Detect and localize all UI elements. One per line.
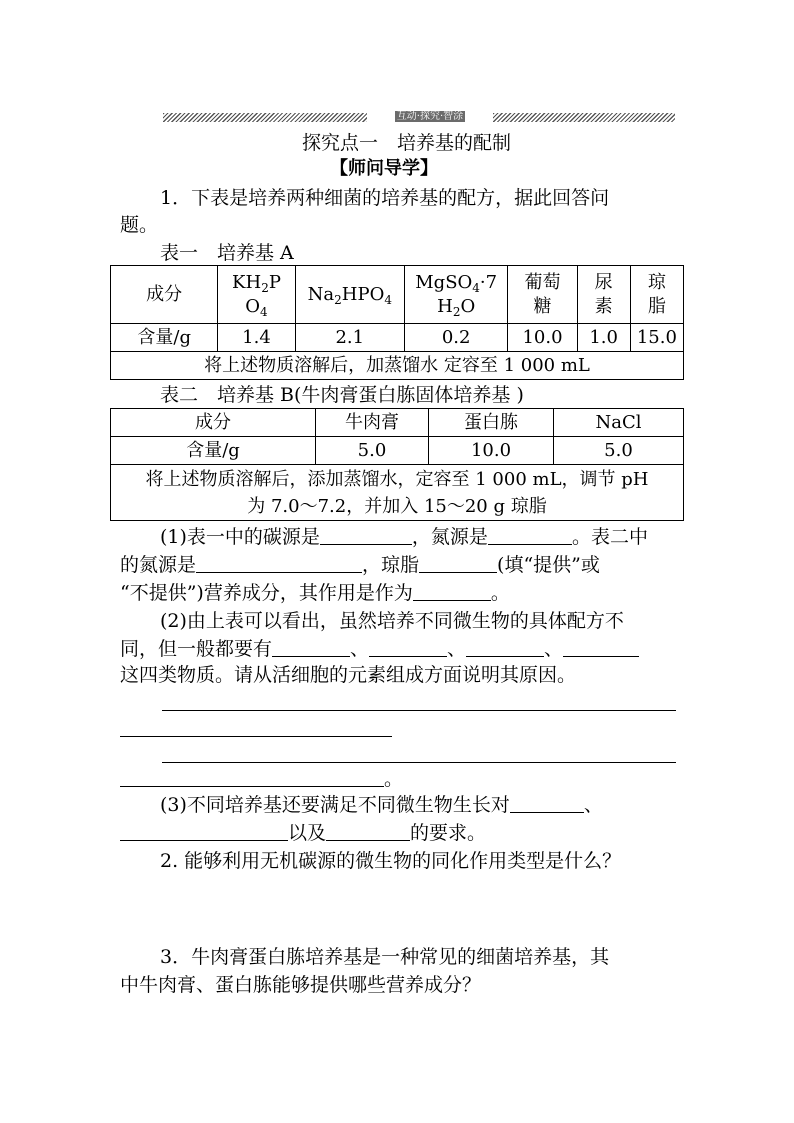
table1-note: 将上述物质溶解后，加蒸馏水 定容至 1 000 mL	[111, 352, 684, 380]
answer-blank[interactable]	[320, 526, 412, 545]
table1-header-na2hpo4: $Na_2HPO_4$	[295, 266, 404, 324]
table2	[110, 408, 684, 521]
q1-p2-line2: 同，但一般都要有 、 、 、	[120, 636, 639, 662]
answer-blank[interactable]	[466, 638, 544, 657]
q1-p2-line1: (2)由上表可以看出，虽然培养不同微生物的具体配方不	[160, 610, 624, 632]
table1-header-agar: 琼 脂	[630, 266, 683, 324]
table1-header-label: 成分	[111, 266, 218, 324]
answer-blank[interactable]	[272, 638, 350, 657]
q1-p2-line3: 这四类物质。请从活细胞的元素组成方面说明其原因。	[120, 664, 577, 686]
answer-line[interactable]	[162, 710, 676, 711]
answer-blank[interactable]	[120, 822, 288, 841]
table1-cell: 2.1	[295, 324, 404, 352]
answer-blank[interactable]	[196, 554, 362, 573]
q1-p3-line2: 以及 的要求。	[120, 820, 486, 846]
answer-blank[interactable]	[413, 582, 491, 601]
answer-blank[interactable]	[563, 638, 639, 657]
table1-cell: 1.4	[218, 324, 295, 352]
section-banner	[163, 110, 675, 124]
answer-line[interactable]	[120, 786, 384, 787]
table1-title: 表一 培养基 A	[160, 242, 294, 264]
q1-line1: 1．下表是培养两种细菌的培养基的配方，据此回答问	[160, 187, 610, 209]
subheading: 【师问导学】	[330, 158, 438, 179]
table2-title: 表二 培养基 B(牛肉膏蛋白胨固体培养基 )	[160, 384, 524, 406]
table2-header: 蛋白胨	[429, 409, 554, 437]
table2-cell: 5.0	[554, 437, 684, 465]
answer-blank[interactable]	[419, 554, 497, 573]
answer-blank[interactable]	[510, 794, 584, 813]
table1-header-glucose: 葡萄 糖	[508, 266, 577, 324]
table1	[110, 265, 684, 380]
table1-cell: 0.2	[405, 324, 508, 352]
section-title: 探究点一 培养基的配制	[302, 132, 512, 154]
answer-line[interactable]	[162, 762, 676, 763]
q1-p1-line1: (1)表一中的碳源是 ，氮源是 。表二中	[160, 526, 648, 548]
table2-cell: 10.0	[429, 437, 554, 465]
banner-hatch-right	[493, 113, 675, 122]
answer-blank[interactable]	[326, 822, 410, 841]
table1-row-label: 含量/g	[111, 324, 218, 352]
q2-text: 2. 能够利用无机碳源的微生物的同化作用类型是什么？	[160, 850, 622, 872]
q1-p3-line1: (3)不同培养基还要满足不同微生物生长对 、	[160, 794, 603, 816]
banner-hatch-left	[163, 113, 367, 122]
q3-line2: 中牛肉膏、蛋白胨能够提供哪些营养成分？	[120, 974, 482, 996]
answer-blank[interactable]	[369, 638, 447, 657]
answer-period: 。	[384, 768, 404, 790]
table2-header: NaCl	[554, 409, 684, 437]
q1-p1-line3: “不提供”)营养成分，其作用是作为 。	[120, 582, 510, 604]
q1-line2: 题。	[120, 214, 159, 236]
q1-p1-line2: 的氮源是 ，琼脂 (填“提供”或	[120, 554, 600, 576]
table2-header: 牛肉膏	[316, 409, 429, 437]
banner-label-text: 互动·探究·智涂	[396, 111, 464, 122]
table1-cell: 10.0	[508, 324, 577, 352]
q3-line1: 3．牛肉膏蛋白胨培养基是一种常见的细菌培养基，其	[160, 946, 610, 968]
table1-cell: 1.0	[577, 324, 630, 352]
table1-header-kh2po4: $KH_2P$ $O_4$	[218, 266, 295, 324]
answer-line[interactable]	[120, 736, 392, 737]
table2-note: 将上述物质溶解后，添加蒸馏水，定容至 1 000 mL，调节 pH 为 7.0～7.2，并加入 15～20 g 琼脂	[111, 465, 684, 521]
table2-row-label: 含量/g	[111, 437, 316, 465]
table2-header: 成分	[111, 409, 316, 437]
table2-cell: 5.0	[316, 437, 429, 465]
banner-label	[367, 110, 493, 124]
table1-header-urea: 尿 素	[577, 266, 630, 324]
table1-header-mgso4: MgSO$_4$·7 $H_2O$	[405, 266, 508, 324]
answer-blank[interactable]	[488, 526, 572, 545]
table1-cell: 15.0	[630, 324, 683, 352]
